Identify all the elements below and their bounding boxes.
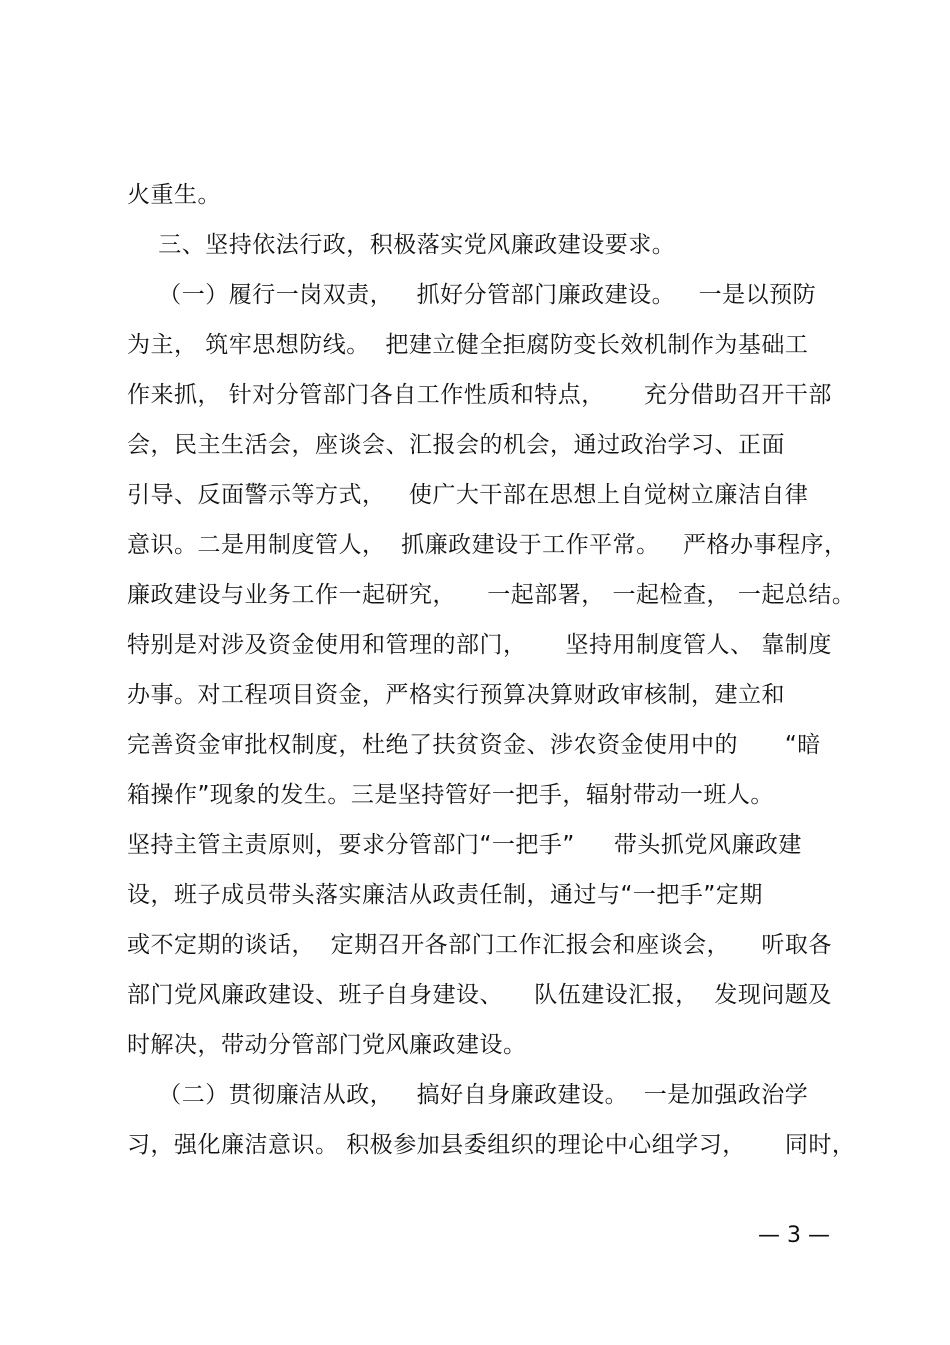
text-line: 或不定期的谈话， 定期召开各部门工作汇报会和座谈会， 听取各 bbox=[127, 932, 832, 958]
text-line: 时解决，带动分管部门党风廉政建设。 bbox=[127, 1032, 527, 1058]
text-line: 坚持主管主责原则，要求分管部门“一把手” 带头抓党风廉政建 bbox=[127, 832, 802, 858]
text-line: 完善资金审批权制度，杜绝了扶贫资金、涉农资金使用中的 “暗 bbox=[127, 732, 821, 758]
text-line: 引导、反面警示等方式， 使广大干部在思想上自觉树立廉洁自律 bbox=[127, 482, 809, 508]
text-line: 作来抓， 针对分管部门各自工作性质和特点， 充分借助召开干部 bbox=[127, 382, 832, 408]
text-line: 设，班子成员带头落实廉洁从政责任制，通过与“一把手”定期 bbox=[127, 882, 763, 908]
text-line: 部门党风廉政建设、班子自身建设、 队伍建设汇报， 发现问题及 bbox=[127, 982, 832, 1008]
text-line: （二）贯彻廉洁从政， 搞好自身廉政建设。 一是加强政治学 bbox=[127, 1082, 809, 1108]
text-line: 廉政建设与业务工作一起研究， 一起部署， 一起检查， 一起总结。 bbox=[127, 582, 856, 608]
text-line: 习，强化廉洁意识。 积极参加县委组织的理论中心组学习， 同时， bbox=[127, 1132, 856, 1158]
section-heading: 三、坚持依法行政，积极落实党风廉政建设要求。 bbox=[127, 232, 676, 258]
text-line: 意识。二是用制度管人， 抓廉政建设于工作平常。 严格办事程序， bbox=[127, 532, 848, 558]
text-line: 办事。对工程项目资金，严格实行预算决算财政审核制，建立和 bbox=[127, 682, 785, 708]
text-line: 火重生。 bbox=[127, 182, 221, 208]
page-number: — 3 — bbox=[758, 1223, 830, 1248]
text-line: （一）履行一岗双责， 抓好分管部门廉政建设。 一是以预防 bbox=[127, 282, 817, 308]
text-line: 特别是对涉及资金使用和管理的部门， 坚持用制度管人、 靠制度 bbox=[127, 632, 832, 658]
text-line: 会，民主生活会，座谈会、汇报会的机会，通过政治学习、正面 bbox=[127, 432, 785, 458]
text-line: 为主， 筑牢思想防线。 把建立健全拒腐防变长效机制作为基础工 bbox=[127, 332, 809, 358]
text-line: 箱操作”现象的发生。三是坚持管好一把手，辐射带动一班人。 bbox=[127, 782, 774, 808]
